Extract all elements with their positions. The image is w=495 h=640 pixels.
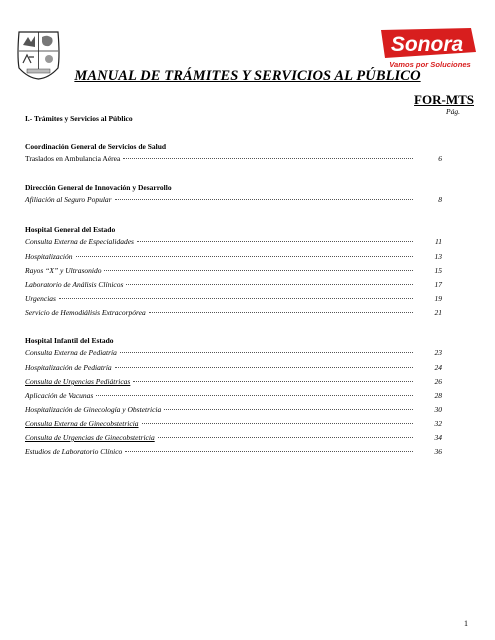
toc-entry-title: Consulta Externa de Ginecobstetricia <box>25 419 139 428</box>
dot-leader <box>158 437 413 438</box>
dot-leader <box>126 284 413 285</box>
toc-entry-title: Consulta de Urgencias Pediátricas <box>25 377 131 386</box>
toc-entry-page: 13 <box>434 252 442 261</box>
svg-text:Vamos por Soluciones: Vamos por Soluciones <box>389 60 471 69</box>
toc-entry-title: Urgencias <box>25 294 56 303</box>
dot-leader <box>59 298 413 299</box>
dot-leader <box>123 158 413 159</box>
toc-entry-page: 24 <box>434 363 442 372</box>
toc-entry-page: 15 <box>434 266 442 275</box>
toc-entry-page: 28 <box>434 391 442 400</box>
toc-entry[interactable] <box>25 348 442 359</box>
dot-leader <box>96 395 413 396</box>
toc-entry[interactable] <box>25 237 442 248</box>
toc-entry[interactable] <box>25 280 442 291</box>
toc-entry-title: Consulta Externa de Pediatría <box>25 348 117 357</box>
form-code: FOR-MTS <box>414 92 474 107</box>
toc-entry-title: Aplicación de Vacunas <box>25 391 94 400</box>
toc-entry[interactable] <box>25 377 442 388</box>
dot-leader <box>120 352 413 353</box>
dot-leader <box>164 409 413 410</box>
toc-entry-title: Laboratorio de Análisis Clínicos <box>25 280 124 289</box>
page-number: 1 <box>464 619 468 628</box>
dot-leader <box>115 199 413 200</box>
toc-entry[interactable] <box>25 447 442 458</box>
group-heading: Coordinación General de Servicios de Salud <box>25 142 167 151</box>
toc-entry-page: 36 <box>434 447 442 456</box>
toc-entry[interactable] <box>25 252 442 263</box>
dot-leader <box>137 241 413 242</box>
dot-leader <box>115 367 413 368</box>
toc-entry-page: 19 <box>434 294 442 303</box>
toc-entry[interactable] <box>25 405 442 416</box>
toc-entry-page: 21 <box>434 308 442 317</box>
toc-entry-title: Consulta de Urgencias de Ginecobstetricia <box>25 433 155 442</box>
toc-entry[interactable] <box>25 391 442 402</box>
toc-entry-title: Hospitalización de Ginecología y Obstetricia <box>25 405 162 414</box>
toc-entry[interactable] <box>25 154 442 165</box>
toc-entry-title: Hospitalización <box>25 252 73 261</box>
toc-entry-page: 23 <box>434 348 442 357</box>
toc-entry-page: 30 <box>434 405 442 414</box>
dot-leader <box>76 256 413 257</box>
toc-entry[interactable] <box>25 419 442 430</box>
toc-entry[interactable] <box>25 433 442 444</box>
group-heading: Dirección General de Innovación y Desarrollo <box>25 183 172 192</box>
section-heading: I.- Trámites y Servicios al Público <box>25 114 133 123</box>
dot-leader <box>104 270 413 271</box>
toc-entry-title: Servicio de Hemodiálisis Extracorpórea <box>25 308 146 317</box>
group-heading: Hospital General del Estado <box>25 225 116 234</box>
toc-entry-title: Traslados en Ambulancia Aérea <box>25 154 121 163</box>
toc-entry[interactable] <box>25 195 442 206</box>
toc-entry-page: 17 <box>434 280 442 289</box>
toc-entry-title: Estudios de Laboratorio Clínico <box>25 447 123 456</box>
toc-entry-page: 34 <box>434 433 442 442</box>
toc-entry-page: 8 <box>438 195 442 204</box>
toc-entry-title: Afiliación al Seguro Popular <box>25 195 112 204</box>
toc-entry-title: Consulta Externa de Especialidades <box>25 237 134 246</box>
toc-entry-page: 11 <box>435 237 442 246</box>
dot-leader <box>125 451 413 452</box>
group-heading: Hospital Infantil del Estado <box>25 336 114 345</box>
page-column-label: Pág. <box>446 107 460 116</box>
toc-entry-page: 6 <box>438 154 442 163</box>
toc-entry[interactable] <box>25 266 442 277</box>
toc-entry-title: Rayos “X” y Ultrasonido <box>25 266 102 275</box>
document-title: MANUAL DE TRÁMITES Y SERVICIOS AL PÚBLICO <box>74 68 421 84</box>
toc-entry-page: 32 <box>434 419 442 428</box>
toc-entry-title: Hospitalización de Pediatría <box>25 363 112 372</box>
toc-entry-page: 26 <box>434 377 442 386</box>
toc-entry[interactable] <box>25 363 442 374</box>
dot-leader <box>133 381 413 382</box>
dot-leader <box>142 423 413 424</box>
sonora-logo <box>377 27 479 69</box>
toc-entry[interactable] <box>25 308 442 319</box>
dot-leader <box>149 312 413 313</box>
svg-text:Sonora: Sonora <box>390 33 464 56</box>
toc-entry[interactable] <box>25 294 442 305</box>
